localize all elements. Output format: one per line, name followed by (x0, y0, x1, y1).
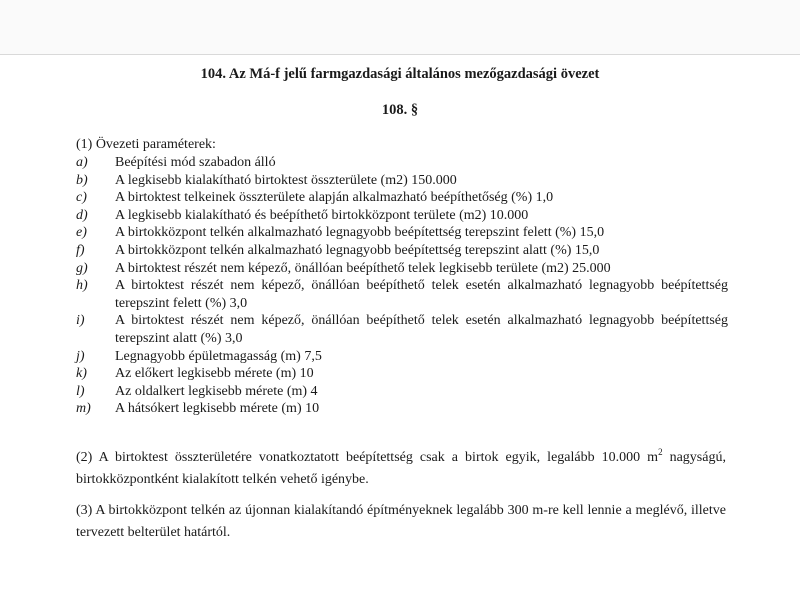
paragraph-2 (76, 447, 726, 491)
item-text: A hátsókert legkisebb mérete (m) 10 (115, 401, 320, 417)
item-letter: c) (76, 190, 87, 206)
item-letter: e) (76, 225, 87, 241)
parameter-item-d (76, 207, 728, 225)
item-text: Beépítési mód szabadon álló (115, 155, 276, 170)
item-letter: a) (76, 155, 88, 170)
zone-title: 104. Az Má-f jelű farmgazdasági általános mezőgazdasági övezet (200, 66, 600, 82)
parameter-item-a (76, 154, 728, 172)
item-text: A birtokközpont telkén alkalmazható legnagyobb beépítettség terepszint felett (%) 15,0 (115, 225, 605, 241)
item-letter: j) (76, 348, 85, 364)
item-letter: k) (76, 366, 87, 382)
item-text: A birtoktest részét nem képező, önállóan beépíthető telek legkisebb területe (m2) 25.000 (115, 260, 611, 276)
document-page (0, 55, 800, 600)
item-text: Legnagyobb épületmagasság (m) 7,5 (115, 348, 322, 364)
paragraph-2-text-end: nagyságú, birtokközpontként kialakított telkén vehető igénybe. (76, 450, 726, 487)
parameter-item-k (76, 365, 728, 383)
parameter-item-j (76, 348, 728, 366)
item-letter: h) (76, 278, 88, 294)
parameter-item-i (76, 312, 728, 347)
item-letter: g) (76, 260, 88, 276)
item-text: A birtoktest telkeinek összterülete alapján alkalmazható beépíthetőség (%) 1,0 (115, 190, 554, 206)
parameter-item-c (76, 189, 728, 207)
item-letter: m) (76, 401, 91, 417)
item-letter: i) (76, 313, 85, 329)
item-text: A birtoktest részét nem képező, önállóan beépíthető telek esetén alkalmazható legnagyobb beépítettség terepszint felett (%) 3,0 (115, 278, 728, 311)
item-text: Az előkert legkisebb mérete (m) 10 (115, 366, 314, 382)
viewer-top-bar (0, 0, 800, 55)
parameter-item-f (76, 242, 728, 260)
paragraph-2-text-start: (2) A birtoktest összterületére vonatkoztatott beépítettség csak a birtok egyik, legalább 10.000 m (76, 450, 659, 465)
item-text: A legkisebb kialakítható birtoktest összterülete (m2) 150.000 (115, 172, 457, 188)
item-text: A birtokközpont telkén alkalmazható legnagyobb beépítettség terepszint alatt (%) 15,0 (115, 242, 600, 258)
paragraph-2-superscript: 2 (658, 447, 663, 457)
item-letter: f) (76, 242, 85, 258)
item-text: Az oldalkert legkisebb mérete (m) 4 (115, 383, 318, 399)
zone-parameters-heading: (1) Övezeti paraméterek: (76, 137, 216, 152)
item-text: A legkisebb kialakítható és beépíthető birtokközpont területe (m2) 10.000 (115, 207, 529, 223)
parameter-list (76, 154, 728, 418)
item-letter: b) (76, 172, 88, 188)
item-text: A birtoktest részét nem képező, önállóan beépíthető telek esetén alkalmazható legnagyobb beépítettség terepszint alatt (%) 3,0 (115, 313, 728, 346)
parameter-item-m (76, 400, 728, 418)
parameter-item-h (76, 277, 728, 312)
parameter-item-e (76, 224, 728, 242)
parameter-item-b (76, 172, 728, 190)
paragraph-3: (3) A birtokközpont telkén az újonnan kialakítandó építményeknek legalább 300 m-re kell lennie a meglévő, illetve tervezett belterület határtól. (76, 503, 726, 540)
parameter-item-l (76, 383, 728, 401)
item-letter: d) (76, 207, 88, 223)
item-letter: l) (76, 383, 85, 399)
section-number: 108. § (381, 102, 419, 118)
parameter-item-g (76, 260, 728, 278)
